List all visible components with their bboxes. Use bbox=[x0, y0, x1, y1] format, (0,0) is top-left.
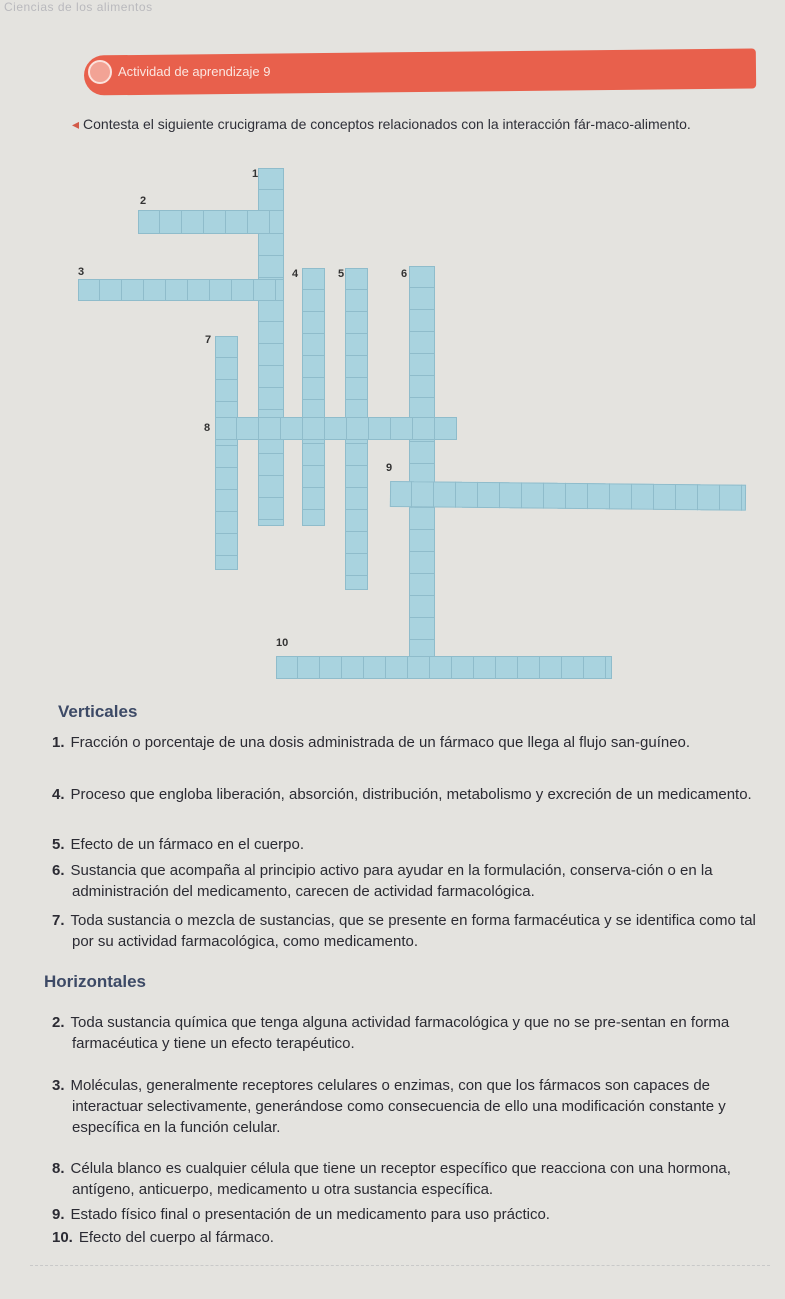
clue-number: 1. bbox=[52, 734, 65, 751]
cw-number-3: 3 bbox=[78, 266, 85, 278]
clue-text: Estado físico final o presentación de un medicamento para uso práctico. bbox=[70, 1206, 550, 1223]
horizontales-title: Horizontales bbox=[44, 972, 147, 991]
clue-text: Toda sustancia o mezcla de sustancias, que se presente en forma farmacéutica y se identifica como tal por su actividad farmacológica, como medicamento. bbox=[70, 912, 756, 950]
cw-number-5: 5 bbox=[338, 268, 345, 280]
running-head: Ciencias de los alimentos bbox=[4, 0, 153, 14]
clue-number: 8. bbox=[52, 1160, 65, 1177]
clue-text: Proceso que engloba liberación, absorción, distribución, metabolismo y excreción de un medicamento. bbox=[70, 786, 752, 803]
cw-horizontal-9[interactable] bbox=[390, 481, 746, 511]
clue-number: 2. bbox=[52, 1014, 65, 1031]
clue-text: Moléculas, generalmente receptores celulares o enzimas, con que los fármacos son capaces de interactuar selectivamente, generándose como consecuencia de ello una modificación constante y específica en la función celular. bbox=[70, 1077, 726, 1136]
clue-number: 3. bbox=[52, 1077, 65, 1094]
cw-vertical-6[interactable] bbox=[409, 266, 435, 658]
clue-number: 5. bbox=[52, 836, 65, 853]
cw-number-4: 4 bbox=[292, 268, 299, 280]
cw-number-6: 6 bbox=[401, 268, 408, 280]
bullet-icon: ◂ bbox=[72, 116, 80, 132]
clue-text: Sustancia que acompaña al principio activo para ayudar en la formulación, conserva-ción o en la administración del medicamento, carecen de actividad farmacológica. bbox=[70, 862, 713, 900]
vertical-clue-6 bbox=[52, 860, 772, 902]
clue-number: 10. bbox=[52, 1229, 73, 1246]
clue-text: Efecto del cuerpo al fármaco. bbox=[78, 1229, 274, 1246]
instruction-body: Contesta el siguiente crucigrama de conceptos relacionados con la interacción fár-maco-alimento. bbox=[83, 116, 691, 132]
vertical-clue-5 bbox=[52, 834, 772, 855]
cw-horizontal-8[interactable] bbox=[215, 417, 457, 440]
cw-number-8: 8 bbox=[204, 422, 211, 434]
bottom-rule bbox=[30, 1265, 770, 1266]
cw-number-10: 10 bbox=[276, 637, 289, 649]
cw-horizontal-2[interactable] bbox=[138, 210, 284, 234]
clue-number: 9. bbox=[52, 1206, 65, 1223]
clue-number: 6. bbox=[52, 862, 65, 879]
cw-number-7: 7 bbox=[205, 334, 212, 346]
horizontal-clue-2 bbox=[52, 1012, 772, 1054]
cw-vertical-7[interactable] bbox=[215, 336, 238, 570]
cw-horizontal-3[interactable] bbox=[78, 279, 284, 301]
clue-text: Efecto de un fármaco en el cuerpo. bbox=[70, 836, 304, 853]
vertical-clue-7 bbox=[52, 910, 772, 952]
clue-text: Célula blanco es cualquier célula que tiene un receptor específico que reacciona con una hormona, antígeno, anticuerpo, medicamento u otra sustancia específica. bbox=[70, 1160, 731, 1198]
verticales-title: Verticales bbox=[58, 702, 138, 721]
vertical-clue-1 bbox=[52, 732, 772, 753]
cw-number-1: 1 bbox=[252, 168, 259, 180]
instruction-text bbox=[72, 114, 762, 134]
horizontal-clue-3 bbox=[52, 1075, 772, 1138]
horizontal-clue-9 bbox=[52, 1204, 772, 1225]
horizontal-clue-10 bbox=[52, 1227, 772, 1248]
cw-horizontal-10[interactable] bbox=[276, 656, 612, 679]
cw-number-9: 9 bbox=[386, 462, 393, 474]
cw-number-2: 2 bbox=[140, 195, 147, 207]
vertical-clue-4 bbox=[52, 784, 772, 805]
activity-title: Actividad de aprendizaje 9 bbox=[118, 64, 271, 79]
activity-icon bbox=[88, 60, 112, 84]
clue-text: Toda sustancia química que tenga alguna actividad farmacológica y que no se pre-sentan en forma farmacéutica y tiene un efecto terapéutico. bbox=[70, 1014, 730, 1052]
cw-vertical-4[interactable] bbox=[302, 268, 325, 526]
clue-text: Fracción o porcentaje de una dosis administrada de un fármaco que llega al flujo san-guíneo. bbox=[70, 734, 691, 751]
clue-number: 7. bbox=[52, 912, 65, 929]
horizontal-clue-8 bbox=[52, 1158, 772, 1200]
clue-number: 4. bbox=[52, 786, 65, 803]
